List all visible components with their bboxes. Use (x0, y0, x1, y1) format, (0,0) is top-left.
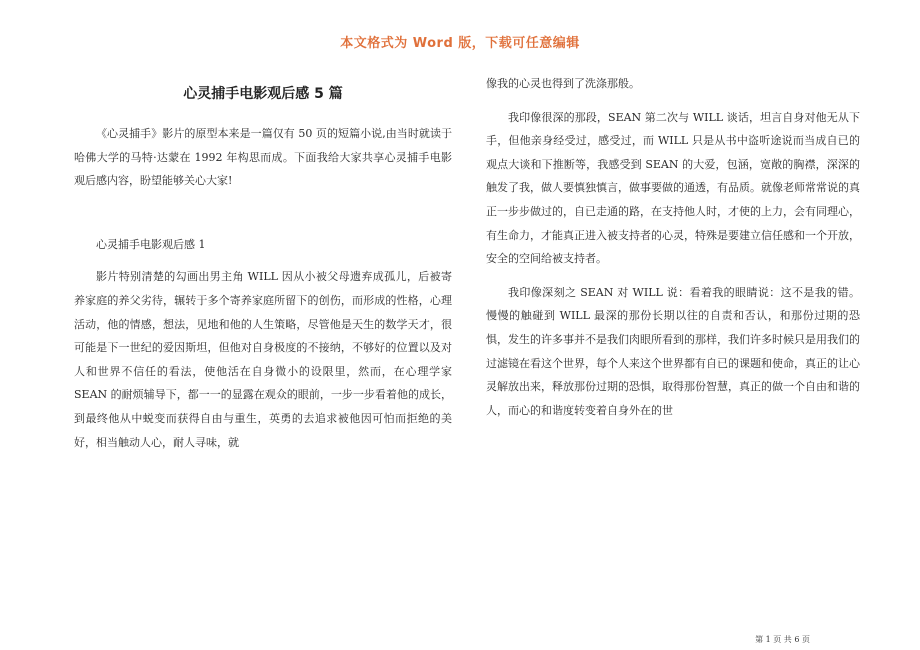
body-paragraph: 我印像很深的那段，SEAN 第二次与 WILL 谈话，坦言自身对他无从下手，但他亲身经受过，感受过，而 WILL 只是从书中盗听途说而当成自已的观点大谈和下推断等，我感受到 SEAN 的大爱，包涵，宽敞的胸襟，深深的触发了我，做人要慎独慎言，做事要做的通透，有品质。就像老师常常说的真正一步步做过的，自已走通的路，在支持他人时，才使的上力，会有同理心，有生命力，才能真正进入被支持者的心灵，特殊是要建立信任感和一个开放，安全的空间给被支持者。 (486, 110, 860, 266)
page-number: 第 1 页 共 6 页 (755, 635, 810, 644)
intro-paragraph: 《心灵捕手》影片的原型本来是一篇仅有 50 页的短篇小说,由当时就读于哈佛大学的马特·达蒙在 1992 年构思而成。下面我给大家共享心灵捕手电影观后感内容，盼望能够关心大家! (74, 127, 452, 188)
left-column (74, 72, 452, 454)
body-paragraph: 影片特别清楚的勾画出男主角 WILL 因从小被父母遗弃成孤儿，后被寄养家庭的养父劣待，辗转于多个寄养家庭所留下的创伤，而形成的性格，心理活动，他的情感，想法，见地和他的人生策略，尽管他是天生的数学天才，很可能是下一世纪的爱因斯坦，但他对自身极度的不接纳，不够好的位置以及对人和世界不信任的看法，使他活在自身微小的设限里，然而，在心理学家 SEAN 的耐烦辅导下，都一一的显露在观众的眼前，一步一步看着他的成长，到最终他从中蜕变而获得自由与重生，英勇的去追求被他因可怕而拒绝的美好，相当触动人心，耐人寻味，就 (74, 270, 452, 449)
section-heading: 心灵捕手电影观后感 1 (96, 237, 206, 251)
body-paragraph: 我印像深刻之 SEAN 对 WILL 说：看着我的眼睛说：这不是我的错。慢慢的触碰到 WILL 最深的那份长期以往的自责和否认，和那份过期的恐惧，发生的许多事并不是我们肉眼所看到的那样，我们许多时候只是用我们的过滤镜在看这个世界，每个人来这个世界都有自已的课题和使命，真正的让心灵解放出来，释放那份过期的恐惧，取得那份智慧，真正的做一个自由和谐的人，而心的和谐度转变着自身外在的世 (486, 285, 860, 417)
continued-line: 像我的心灵也得到了洗涤那般。 (486, 77, 640, 90)
right-column (486, 72, 860, 422)
format-notice-banner: 本文格式为 Word 版，下载可任意编辑 (340, 36, 580, 51)
document-title: 心灵捕手电影观后感 5 篇 (183, 86, 343, 102)
